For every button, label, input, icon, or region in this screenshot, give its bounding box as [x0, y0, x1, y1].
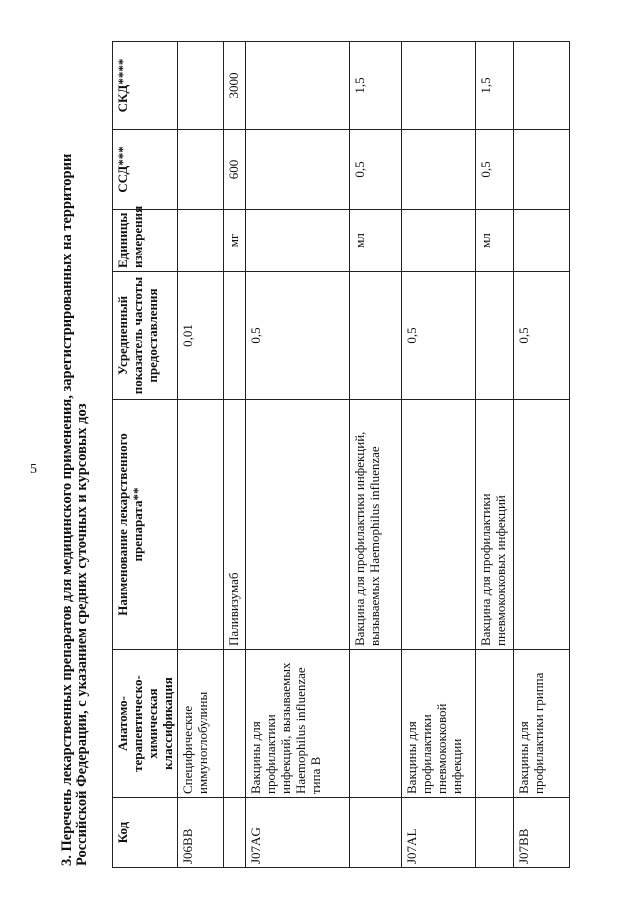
- cell-unit: мл: [350, 210, 402, 272]
- cell-frequency: 0,5: [246, 272, 350, 400]
- cell-unit: [402, 210, 476, 272]
- header-frequency: Усредненный показатель частоты предоставления: [113, 272, 178, 400]
- table-header-row: [113, 42, 178, 868]
- cell-atc: Вакцины для профилактики инфекций, вызываемых Haemophilus influenzae типа B: [246, 650, 350, 798]
- table-row: [514, 42, 570, 868]
- cell-unit: [246, 210, 350, 272]
- cell-atc: [476, 650, 514, 798]
- cell-ssd: 0,5: [476, 130, 514, 210]
- table-row: [224, 42, 246, 868]
- cell-skd: [246, 42, 350, 130]
- header-ssd: ССД***: [113, 130, 178, 210]
- cell-code: J07BB: [514, 798, 570, 868]
- cell-name: Вакцина для профилактики инфекций, вызываемых Haemophilus influenzae: [350, 400, 402, 650]
- cell-skd: [514, 42, 570, 130]
- cell-atc: Специфические иммуноглобулины: [178, 650, 224, 798]
- heading-line: 3. Перечень лекарственных препаратов для медицинского применения, зарегистрированных на территории: [59, 153, 75, 866]
- cell-code: [476, 798, 514, 868]
- cell-skd: 3000: [224, 42, 246, 130]
- cell-ssd: 600: [224, 130, 246, 210]
- cell-name: Паливизумаб: [224, 400, 246, 650]
- table-row: [246, 42, 350, 868]
- cell-unit: [514, 210, 570, 272]
- cell-ssd: 0,5: [350, 130, 402, 210]
- cell-unit: [178, 210, 224, 272]
- cell-ssd: [514, 130, 570, 210]
- cell-skd: [402, 42, 476, 130]
- cell-name: [246, 400, 350, 650]
- cell-unit: мг: [224, 210, 246, 272]
- cell-code: [224, 798, 246, 868]
- cell-atc: Вакцины для профилактики гриппа: [514, 650, 570, 798]
- cell-frequency: [476, 272, 514, 400]
- cell-frequency: [224, 272, 246, 400]
- cell-name: [514, 400, 570, 650]
- header-skd: СКД****: [113, 42, 178, 130]
- table-row: [476, 42, 514, 868]
- section-heading: [60, 46, 90, 866]
- cell-ssd: [246, 130, 350, 210]
- rotated-page-content: [60, 30, 580, 870]
- page-number: 5: [30, 462, 37, 477]
- heading-line: Российской Федерации, с указанием средних суточных и курсовых доз: [74, 403, 90, 866]
- cell-code: J07AG: [246, 798, 350, 868]
- cell-frequency: 0,5: [402, 272, 476, 400]
- cell-code: J06BB: [178, 798, 224, 868]
- header-unit: Единицы измерения: [113, 210, 178, 272]
- cell-code: J07AL: [402, 798, 476, 868]
- cell-atc: Вакцины для профилактики пневмококковой инфекции: [402, 650, 476, 798]
- cell-frequency: 0,5: [514, 272, 570, 400]
- cell-code: [350, 798, 402, 868]
- cell-skd: 1,5: [476, 42, 514, 130]
- table-row: [178, 42, 224, 868]
- cell-atc: [350, 650, 402, 798]
- cell-skd: 1,5: [350, 42, 402, 130]
- cell-frequency: [350, 272, 402, 400]
- cell-skd: [178, 42, 224, 130]
- header-name: Наименование лекарственного препарата**: [113, 400, 178, 650]
- cell-ssd: [402, 130, 476, 210]
- table-row: [402, 42, 476, 868]
- cell-atc: [224, 650, 246, 798]
- cell-name: Вакцина для профилактики пневмококковых инфекций: [476, 400, 514, 650]
- cell-ssd: [178, 130, 224, 210]
- cell-name: [402, 400, 476, 650]
- cell-unit: мл: [476, 210, 514, 272]
- header-code: Код: [113, 798, 178, 868]
- table-row: [350, 42, 402, 868]
- drug-table: [112, 41, 570, 868]
- header-atc: Анатомо-терапевтическо-химическая классификация: [113, 650, 178, 798]
- cell-name: [178, 400, 224, 650]
- cell-frequency: 0,01: [178, 272, 224, 400]
